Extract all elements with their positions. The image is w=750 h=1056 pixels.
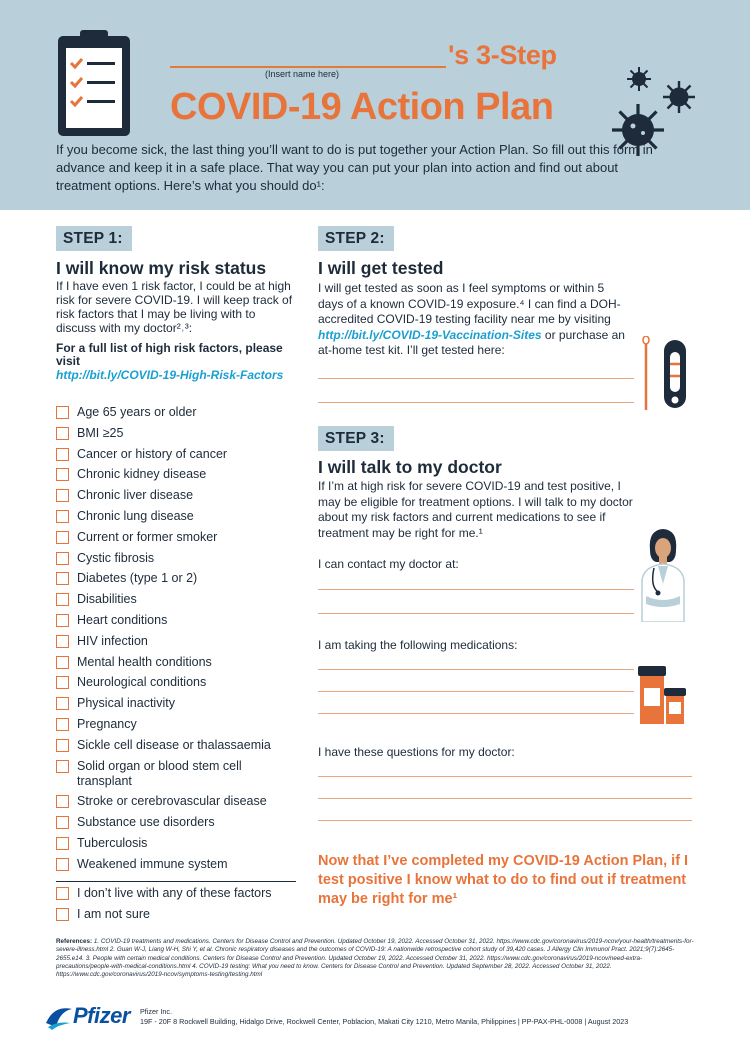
checklist-item[interactable] xyxy=(56,592,296,607)
checkbox[interactable] xyxy=(56,531,69,544)
checklist-item[interactable] xyxy=(56,613,296,628)
checklist-item[interactable] xyxy=(56,836,296,851)
step2-body-text: I will get tested as soon as I feel symptoms or within 5 days of a known COVID-19 exposure.⁴ I can find a DOH-accredited COVID-19 testing facility near me by visiting xyxy=(318,281,621,326)
doctor-icon xyxy=(636,526,690,622)
pfizer-logo-icon xyxy=(44,1003,74,1031)
step1-heading: I will know my risk status xyxy=(56,258,267,278)
name-write-line[interactable] xyxy=(170,66,446,68)
checklist-item[interactable] xyxy=(56,738,296,753)
checklist-label: Age 65 years or older xyxy=(77,405,197,419)
checkbox[interactable] xyxy=(56,552,69,565)
questions-line[interactable] xyxy=(318,776,692,777)
checkbox[interactable] xyxy=(56,816,69,829)
checklist-item[interactable] xyxy=(56,815,296,830)
checklist-item[interactable] xyxy=(56,551,296,566)
checkbox[interactable] xyxy=(56,718,69,731)
checkbox[interactable] xyxy=(56,837,69,850)
checklist-item[interactable] xyxy=(56,530,296,545)
checklist-label: Current or former smoker xyxy=(77,529,218,544)
checklist-item[interactable] xyxy=(56,717,296,732)
title-suffix: 's 3-Step xyxy=(448,40,557,70)
checklist-item[interactable] xyxy=(56,655,296,670)
checklist-label: Disabilities xyxy=(77,592,137,607)
checklist-label: Pregnancy xyxy=(77,716,137,731)
risk-factors-link[interactable]: http://bit.ly/COVID-19-High-Risk-Factors xyxy=(56,368,284,382)
step2-heading: I will get tested xyxy=(318,258,444,278)
checkbox[interactable] xyxy=(56,489,69,502)
company-address: 19F - 20F 8 Rockwell Building, Hidalgo Drive, Rockwell Center, Poblacion, Makati City 1210, Metro Manila, Philippines | PP-PAX-PHL-0008 | August 2023 xyxy=(140,1017,629,1026)
risk-factor-checklist xyxy=(56,405,296,878)
checklist-item[interactable] xyxy=(56,509,296,524)
checkbox[interactable] xyxy=(56,572,69,585)
medications-line[interactable] xyxy=(318,713,634,714)
checkbox[interactable] xyxy=(56,656,69,669)
checklist-item[interactable] xyxy=(56,467,296,482)
checkbox[interactable] xyxy=(56,635,69,648)
step1-badge: STEP 1: xyxy=(56,226,132,251)
checklist-label: Solid organ or blood stem cell transplant xyxy=(77,758,242,788)
checklist-item[interactable] xyxy=(56,571,296,586)
checklist-label: BMI ≥25 xyxy=(77,425,124,440)
doctor-contact-label: I can contact my doctor at: xyxy=(318,557,459,571)
checklist-label: Diabetes (type 1 or 2) xyxy=(77,571,198,586)
checkbox[interactable] xyxy=(56,676,69,689)
checklist-label: Heart conditions xyxy=(77,612,168,627)
checkbox[interactable] xyxy=(56,406,69,419)
checkbox[interactable] xyxy=(56,593,69,606)
none-checklist xyxy=(56,886,296,928)
testing-sites-link[interactable]: http://bit.ly/COVID-19-Vaccination-Sites xyxy=(318,327,542,342)
intro-paragraph: If you become sick, the last thing you’ll want to do is put together your Action Plan. So fill out this form in advance and keep it in a safe place. That way you can put your plan into action and find out about treatment options. Here’s what you should do¹: xyxy=(56,142,653,193)
step1-list-intro: For a full list of high risk factors, please visit xyxy=(56,341,283,368)
insert-name-hint: (Insert name here) xyxy=(265,69,340,79)
checkbox[interactable] xyxy=(56,739,69,752)
checkbox[interactable] xyxy=(56,468,69,481)
checklist-label: Stroke or cerebrovascular disease xyxy=(77,794,267,809)
checklist-label: Neurological conditions xyxy=(77,675,207,690)
checklist-label: Cancer or history of cancer xyxy=(77,446,228,461)
questions-label: I have these questions for my doctor: xyxy=(318,745,515,759)
checklist-item[interactable] xyxy=(56,886,296,901)
questions-line[interactable] xyxy=(318,820,692,821)
checklist-label: I don’t live with any of these factors xyxy=(77,886,272,900)
divider xyxy=(56,881,296,882)
step2-badge: STEP 2: xyxy=(318,226,394,251)
checklist-label: Chronic lung disease xyxy=(77,508,194,523)
checkbox[interactable] xyxy=(56,908,69,921)
checklist-item[interactable] xyxy=(56,675,296,690)
checklist-label: Weakened immune system xyxy=(77,856,228,871)
checklist-item[interactable] xyxy=(56,447,296,462)
virus-icon xyxy=(626,66,652,92)
checklist-item[interactable] xyxy=(56,488,296,503)
medications-line[interactable] xyxy=(318,669,634,670)
step3-badge: STEP 3: xyxy=(318,426,394,451)
questions-line[interactable] xyxy=(318,798,692,799)
closing-statement: Now that I’ve completed my COVID-19 Action Plan, if I test positive I know what to do to find out if treatment may be right for me¹ xyxy=(318,853,689,907)
checklist-label: Substance use disorders xyxy=(77,815,215,830)
checklist-item[interactable] xyxy=(56,857,296,872)
test-kit-icon xyxy=(632,336,692,412)
checklist-item[interactable] xyxy=(56,426,296,441)
checklist-item[interactable] xyxy=(56,794,296,809)
footer xyxy=(140,1007,628,1027)
checkbox[interactable] xyxy=(56,760,69,773)
checklist-item[interactable] xyxy=(56,759,296,789)
test-location-line[interactable] xyxy=(318,378,634,379)
checkbox[interactable] xyxy=(56,887,69,900)
step2-body xyxy=(318,281,628,359)
doctor-contact-line[interactable] xyxy=(318,613,634,614)
step2-body-text: or purchase an at-home test kit. I’ll get tested here: xyxy=(318,327,625,357)
step3-heading: I will talk to my doctor xyxy=(318,457,502,477)
checkbox[interactable] xyxy=(56,427,69,440)
checklist-item[interactable] xyxy=(56,907,296,922)
pfizer-logo: Pfizer xyxy=(73,1003,130,1028)
references-label: References: xyxy=(56,938,93,945)
checklist-label: I am not sure xyxy=(77,906,150,921)
checklist-item[interactable] xyxy=(56,696,296,711)
checklist-label: Cystic fibrosis xyxy=(77,550,155,565)
step1-body: If I have even 1 risk factor, I could be at high risk for severe COVID-19. I will keep track of risk factors that I may be living with to discuss with my doctor²˒³: xyxy=(56,279,293,335)
checkbox[interactable] xyxy=(56,858,69,871)
pill-bottles-icon xyxy=(636,664,688,726)
checklist-label: HIV infection xyxy=(77,633,148,648)
header-band xyxy=(0,0,750,210)
virus-icon xyxy=(662,80,696,114)
references-text: 1. COVID-19 treatments and medications. Centers for Disease Control and Prevention. Updated October 19, 2022. Accessed October 31, 2022. https://www.cdc.gov/coronavirus/2019-ncov/your-health/treatments-for-severe-illness.html 2. Guan W-J, Liang W-H, Shi Y, et al. Chronic respiratory diseases and the outcomes of COVID-19: A nationwide retrospective cohort study of 39,420 cases. J Allergy Clin Immunol Pract. 2021;9(7):2645-2655.e14. 3. People with certain medical conditions. Centers for Disease Control and Prevention. Updated October 19, 2022. Accessed October 31, 2022. https://www.cdc.gov/coronavirus/2019-ncov/need-extra-precautions/people-with-medical-conditions.html 4. COVID-19 testing: What you need to know. Centers for Disease Control and Prevention. Updated September 28, 2022. Accessed October 31, 2022. https://www.cdc.gov/coronavirus/2019-ncov/symptoms-testing/testing.html xyxy=(56,938,694,979)
clipboard-checklist-icon xyxy=(56,28,132,138)
checkbox[interactable] xyxy=(56,697,69,710)
checklist-label: Chronic kidney disease xyxy=(77,467,207,482)
checkbox[interactable] xyxy=(56,510,69,523)
medications-label: I am taking the following medications: xyxy=(318,638,518,652)
checklist-item[interactable] xyxy=(56,405,296,420)
checklist-label: Tuberculosis xyxy=(77,835,148,850)
page-title: COVID-19 Action Plan xyxy=(170,86,554,128)
checklist-label: Sickle cell disease or thalassaemia xyxy=(77,737,271,752)
medications-line[interactable] xyxy=(318,691,634,692)
test-location-line[interactable] xyxy=(318,402,634,403)
checklist-label: Chronic liver disease xyxy=(77,488,194,503)
step3-body: If I’m at high risk for severe COVID-19 and test positive, I may be eligible for treatment options. I will talk to my doctor about my risk factors and current medications to see if treatment may be right for me.¹ xyxy=(318,479,633,540)
checklist-label: Mental health conditions xyxy=(77,654,212,669)
company-name: Pfizer Inc. xyxy=(140,1007,172,1016)
checkbox[interactable] xyxy=(56,448,69,461)
checkbox[interactable] xyxy=(56,795,69,808)
checklist-label: Physical inactivity xyxy=(77,696,175,711)
references xyxy=(56,938,696,979)
checklist-item[interactable] xyxy=(56,634,296,649)
doctor-contact-line[interactable] xyxy=(318,589,634,590)
checkbox[interactable] xyxy=(56,614,69,627)
